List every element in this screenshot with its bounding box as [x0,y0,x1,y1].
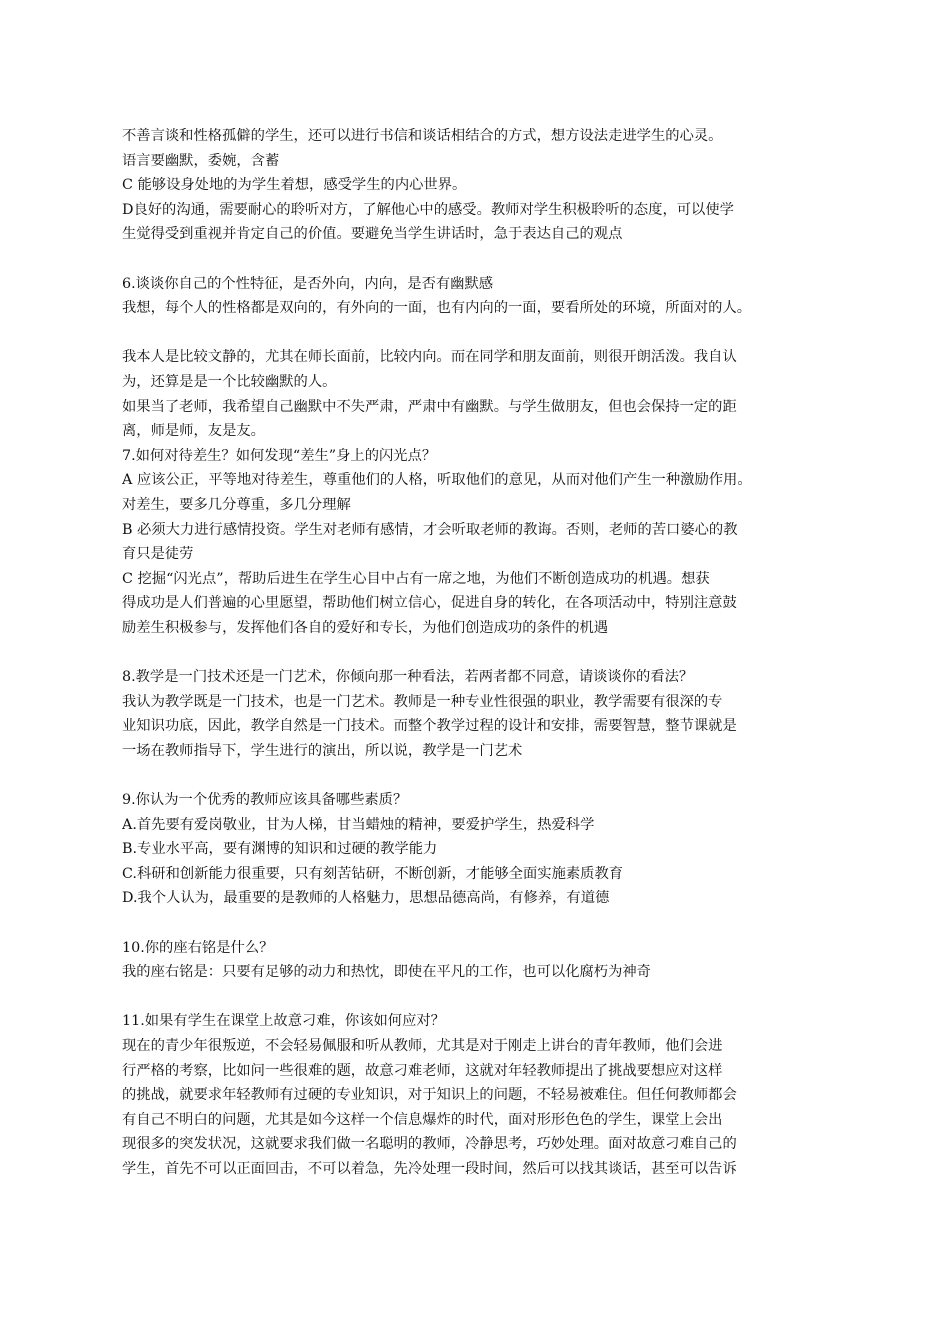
text-line: 6.谈谈你自己的个性特征，是否外向，内向，是否有幽默感 [122,275,494,292]
text-line: 7.如何对待差生？如何发现“差生”身上的闪光点？ [122,447,437,464]
blank-line [122,911,830,936]
text-line: C 能够设身处地的为学生着想，感受学生的内心世界。 [122,177,467,194]
text-line: 9.你认为一个优秀的教师应该具备哪些素质？ [122,792,408,809]
text-line: 业知识功底，因此，教学自然是一门技术。而整个教学过程的设计和安排，需要智慧，整节课就是 [122,718,737,735]
text-line: 不善言谈和性格孤僻的学生，还可以进行书信和谈话相结合的方式，想方设法走进学生的心灵。 [122,128,723,144]
blank-line [122,321,830,346]
text-line: 行严格的考察，比如问一些很难的题，故意刁难老师，这就对年轻教师提出了挑战要想应对这样 [122,1062,723,1079]
text-line: 励差生积极参与，发挥他们各自的爱好和专长，为他们创造成功的条件的机遇 [122,619,609,636]
text-line: 对差生，要多几分尊重，多几分理解 [122,496,351,513]
text-line: 10.你的座右铭是什么？ [122,939,274,956]
text-line: 11.如果有学生在课堂上故意刁难，你该如何应对？ [122,1013,445,1030]
text-line: A 应该公正，平等地对待差生，尊重他们的人格，听取他们的意见，从而对他们产生一种激励作用。 [122,472,752,489]
text-line: 现在的青少年很叛逆，不会轻易佩服和听从教师，尤其是对于刚走上讲台的青年教师，他们会进 [122,1037,723,1054]
text-line: 有自己不明白的问题，尤其是如今这样一个信息爆炸的时代，面对形形色色的学生，课堂上会出 [122,1111,723,1128]
text-line: B.专业水平高，要有渊博的知识和过硬的教学能力 [122,841,438,858]
text-line: 我本人是比较文静的，尤其在师长面前，比较内向。而在同学和朋友面前，则很开朗活泼。我自认 [122,349,737,366]
text-line: 学生，首先不可以正面回击，不可以着急，先冷处理一段时间，然后可以找其谈话，甚至可以告诉 [122,1160,737,1177]
blank-line [122,985,830,1010]
text-line: 离，师是师，友是友。 [122,423,265,440]
text-line: 育只是徒劳 [122,546,194,563]
blank-line [122,247,830,272]
document-page [122,124,830,1182]
text-line: 的挑战，就要求年轻教师有过硬的专业知识，对于知识上的问题，不轻易被难住。但任何教师都会 [122,1087,737,1104]
text-line: 现很多的突发状况，这就要求我们做一名聪明的教师，冷静思考，巧妙处理。面对故意刁难自己的 [122,1136,737,1153]
text-line: 为，还算是是一个比较幽默的人。 [122,373,337,390]
text-line: C.科研和创新能力很重要，只有刻苦钻研，不断创新，才能够全面实施素质教育 [122,865,624,882]
text-line: A.首先要有爱岗敬业，甘为人梯，甘当蜡烛的精神，要爱护学生，热爱科学 [122,816,595,833]
text-line: 我想，每个人的性格都是双向的，有外向的一面，也有内向的一面，要看所处的环境，所面对的人。 [122,300,752,317]
text-line: C 挖掘“闪光点”，帮助后进生在学生心目中占有一席之地，为他们不断创造成功的机遇。想获 [122,570,710,587]
blank-line [122,640,830,665]
text-line: 一场在教师指导下，学生进行的演出，所以说，教学是一门艺术 [122,742,523,759]
text-line: D.我个人认为，最重要的是教师的人格魅力，思想品德高尚，有修养，有道德 [122,890,610,907]
text-line: 得成功是人们普遍的心里愿望，帮助他们树立信心，促进自身的转化，在各项活动中，特别注意鼓 [122,595,737,612]
text-line: B 必须大力进行感情投资。学生对老师有感情，才会听取老师的教诲。否则，老师的苦口婆心的教 [122,521,738,538]
text-line: 如果当了老师，我希望自己幽默中不失严肃，严肃中有幽默。与学生做朋友，但也会保持一定的距 [122,398,737,415]
blank-line [122,763,830,788]
text-line: 语言要幽默，委婉，含蓄 [122,152,280,169]
text-line: 我认为教学既是一门技术，也是一门艺术。教师是一种专业性很强的职业，教学需要有很深的专 [122,693,723,710]
text-line: 8.教学是一门技术还是一门艺术，你倾向那一种看法，若两者都不同意，请谈谈你的看法？ [122,669,694,686]
text-line: D良好的沟通，需要耐心的聆听对方，了解他心中的感受。教师对学生积极聆听的态度，可以使学 [122,201,734,218]
text-line: 生觉得受到重视并肯定自己的价值。要避免当学生讲话时，急于表达自己的观点 [122,226,623,243]
text-line: 我的座右铭是：只要有足够的动力和热忱，即使在平凡的工作，也可以化腐朽为神奇 [122,964,651,981]
